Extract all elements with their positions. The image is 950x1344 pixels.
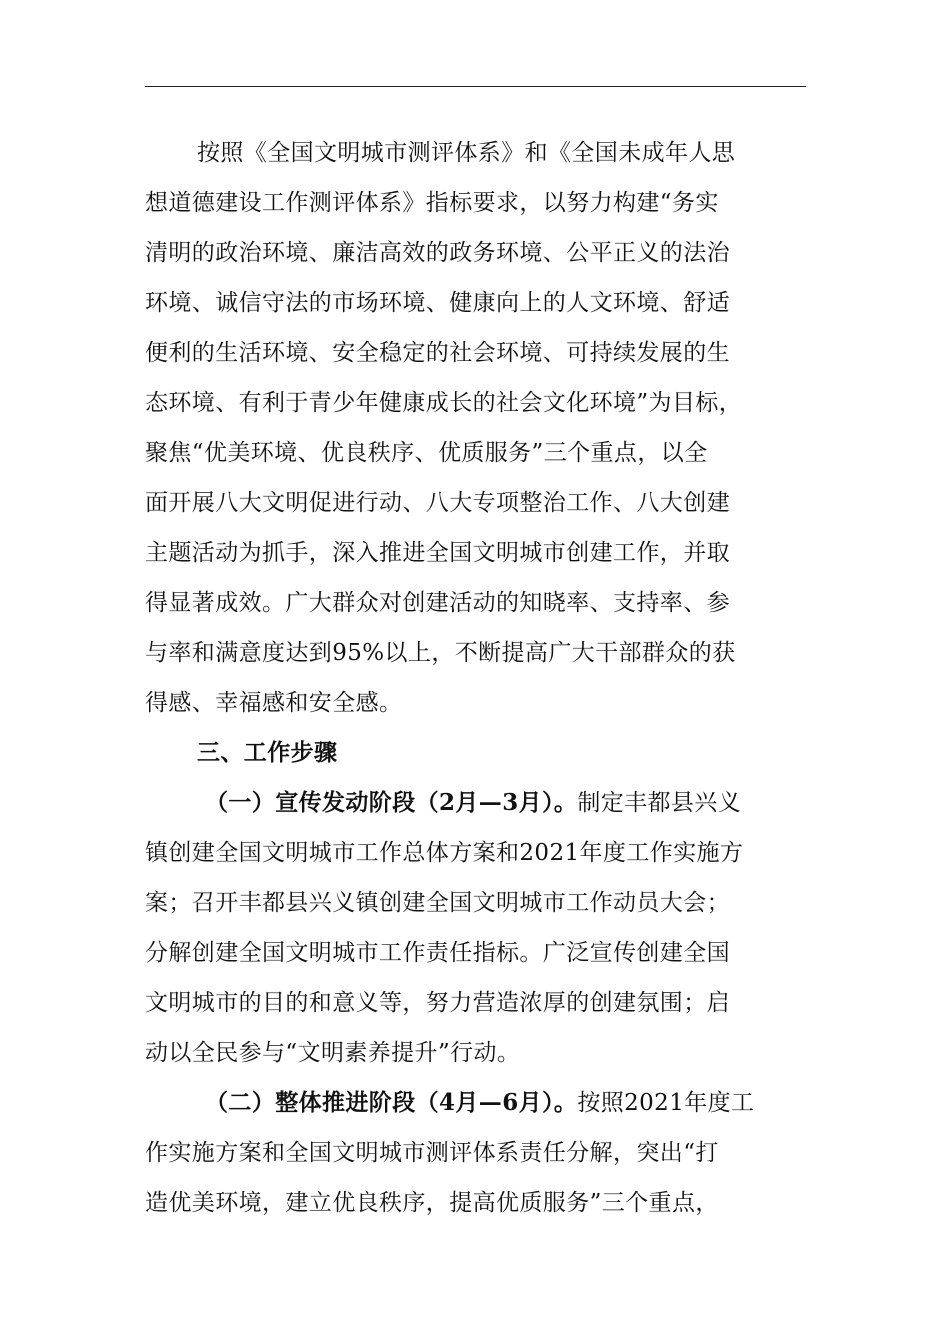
paragraph-line: 聚焦“优美环境、优良秩序、优质服务”三个重点，以全 — [145, 440, 708, 466]
paragraph-line: 按照《全国文明城市测评体系》和《全国未成年人思 — [197, 140, 736, 166]
paragraph-line: 作实施方案和全国文明城市测评体系责任分解，突出“打 — [145, 1140, 719, 1166]
paragraph-line: 动以全民参与“文明素养提升”行动。 — [145, 1040, 521, 1066]
stage-title: （一）宣传发动阶段（2月—3月）。 — [205, 789, 578, 816]
paragraph-line: 得显著成效。广大群众对创建活动的知晓率、支持率、参 — [145, 590, 730, 616]
paragraph-stage-two — [145, 1078, 805, 1228]
paragraph-line: 与率和满意度达到95%以上，不断提高广大干部群众的获 — [145, 640, 736, 666]
paragraph-line: 便利的生活环境、安全稳定的社会环境、可持续发展的生 — [145, 340, 730, 366]
paragraph-line: 造优美环境，建立优良秩序，提高优质服务”三个重点， — [145, 1190, 719, 1216]
paragraph-line: 态环境、有利于青少年健康成长的社会文化环境”为目标， — [145, 390, 743, 416]
stage-title-rest: 按照2021年度工 — [577, 1090, 755, 1116]
paragraph-line: 面开展八大文明促进行动、八大专项整治工作、八大创建 — [145, 490, 730, 516]
stage-title: （二）整体推进阶段（4月—6月）。 — [205, 1089, 578, 1116]
section-heading: 三、工作步骤 — [197, 740, 338, 766]
paragraph-line: 得感、幸福感和安全感。 — [145, 690, 403, 716]
paragraph-line: 清明的政治环境、廉洁高效的政务环境、公平正义的法治 — [145, 240, 730, 266]
stage-title-line — [145, 778, 805, 828]
stage-title-line — [145, 1078, 805, 1128]
paragraph-stage-one — [145, 778, 805, 1078]
paragraph-line: 镇创建全国文明城市工作总体方案和2021年度工作实施方 — [145, 840, 744, 866]
document-body — [145, 128, 805, 1228]
paragraph-line: 主题活动为抓手，深入推进全国文明城市创建工作，并取 — [145, 540, 730, 566]
paragraph-line: 想道德建设工作测评体系》指标要求，以努力构建“务实 — [145, 190, 719, 216]
paragraph-line: 文明城市的目的和意义等，努力营造浓厚的创建氛围；启 — [145, 990, 730, 1016]
header-rule — [145, 86, 806, 87]
paragraph-line: 案；召开丰都县兴义镇创建全国文明城市工作动员大会； — [145, 890, 730, 916]
paragraph-line: 环境、诚信守法的市场环境、健康向上的人文环境、舒适 — [145, 290, 730, 316]
paragraph-goal — [145, 128, 805, 728]
stage-title-rest: 制定丰都县兴义 — [577, 790, 742, 816]
paragraph-line: 分解创建全国文明城市工作责任指标。广泛宣传创建全国 — [145, 940, 730, 966]
